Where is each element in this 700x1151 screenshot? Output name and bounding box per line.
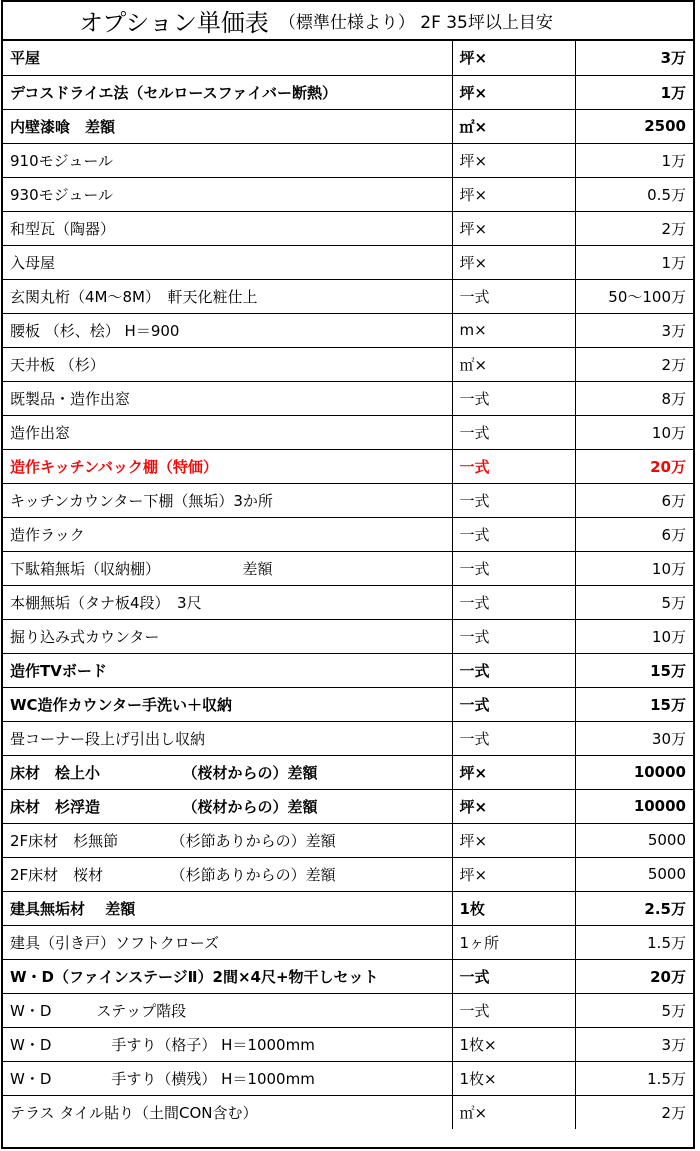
item-name: 下駄箱無垢（収納棚） 差額 — [3, 551, 452, 585]
item-price: 2500 — [575, 109, 693, 143]
table-row — [3, 41, 693, 75]
item-name: 2F床材 桜材 （杉節ありからの）差額 — [3, 857, 452, 891]
table-row — [3, 347, 693, 381]
item-unit: 一式 — [452, 415, 575, 449]
item-price: 10000 — [575, 755, 693, 789]
sheet-title — [3, 2, 693, 41]
title-sub: （標準仕様より） 2F 35坪以上目安 — [278, 13, 553, 33]
item-name: 玄関丸桁（4M～8M） 軒天化粧仕上 — [3, 279, 452, 313]
item-price: 20万 — [575, 449, 693, 483]
item-price: 1万 — [575, 245, 693, 279]
table-row — [3, 381, 693, 415]
item-price: 15万 — [575, 653, 693, 687]
table-row — [3, 1027, 693, 1061]
item-price: 3万 — [575, 41, 693, 75]
item-unit: 坪× — [452, 177, 575, 211]
item-name: テラス タイル貼り（土間CON含む） — [3, 1095, 452, 1129]
item-name: WC造作カウンター手洗い＋収納 — [3, 687, 452, 721]
item-price: 15万 — [575, 687, 693, 721]
price-table — [3, 41, 693, 1129]
item-name: 造作TVボード — [3, 653, 452, 687]
item-name: 建具無垢材 差額 — [3, 891, 452, 925]
item-name: デコスドライエ法（セルロースファイバー断熱） — [3, 75, 452, 109]
item-name: 畳コーナー段上げ引出し収納 — [3, 721, 452, 755]
item-price: 6万 — [575, 483, 693, 517]
item-unit: 一式 — [452, 483, 575, 517]
item-name: キッチンカウンター下棚（無垢）3か所 — [3, 483, 452, 517]
table-row — [3, 687, 693, 721]
item-unit: 坪× — [452, 211, 575, 245]
table-row — [3, 109, 693, 143]
table-row — [3, 75, 693, 109]
item-unit: 坪× — [452, 41, 575, 75]
item-price: 6万 — [575, 517, 693, 551]
item-unit: 1枚× — [452, 1027, 575, 1061]
item-unit: 一式 — [452, 279, 575, 313]
price-table-body — [3, 41, 693, 1129]
item-name: 2F床材 杉無節 （杉節ありからの）差額 — [3, 823, 452, 857]
item-unit: m× — [452, 313, 575, 347]
item-name: 造作出窓 — [3, 415, 452, 449]
item-unit: 一式 — [452, 687, 575, 721]
item-price: 1.5万 — [575, 1061, 693, 1095]
item-unit: ㎡× — [452, 109, 575, 143]
table-row — [3, 313, 693, 347]
item-unit: 坪× — [452, 823, 575, 857]
table-row — [3, 789, 693, 823]
item-name: 床材 桧上小 （桜材からの）差額 — [3, 755, 452, 789]
item-price: 5万 — [575, 585, 693, 619]
item-price: 1万 — [575, 75, 693, 109]
item-unit: 一式 — [452, 449, 575, 483]
item-name: W・D ステップ階段 — [3, 993, 452, 1027]
item-unit: ㎡× — [452, 347, 575, 381]
item-unit: 一式 — [452, 993, 575, 1027]
table-row — [3, 449, 693, 483]
item-price: 2万 — [661, 1103, 686, 1122]
table-row — [3, 721, 693, 755]
item-price: 10万 — [575, 415, 693, 449]
item-price: 5000 — [575, 857, 693, 891]
item-price: 10万 — [575, 619, 693, 653]
item-name: 内壁漆喰 差額 — [3, 109, 452, 143]
item-name: 建具（引き戸）ソフトクローズ — [3, 925, 452, 959]
item-price: 0.5万 — [575, 177, 693, 211]
table-row — [3, 1095, 693, 1129]
table-row — [3, 415, 693, 449]
table-row — [3, 517, 693, 551]
item-name: 910モジュール — [3, 143, 452, 177]
table-row — [3, 993, 693, 1027]
table-row — [3, 823, 693, 857]
item-price: 20万 — [575, 959, 693, 993]
item-unit: 1枚× — [452, 1061, 575, 1095]
item-name: W・D 手すり（横残） H＝1000mm — [3, 1061, 452, 1095]
item-price: 30万 — [575, 721, 693, 755]
item-unit: 坪× — [452, 75, 575, 109]
item-name: 930モジュール — [3, 177, 452, 211]
item-unit: 1枚 — [452, 891, 575, 925]
item-unit: 一式 — [452, 959, 575, 993]
table-row — [3, 551, 693, 585]
table-row — [3, 755, 693, 789]
item-unit: 一式 — [452, 721, 575, 755]
item-name: 入母屋 — [3, 245, 452, 279]
item-price: 3万 — [575, 1027, 693, 1061]
item-price: 2万 — [575, 211, 693, 245]
item-price: 1万 — [575, 143, 693, 177]
item-name: 平屋 — [3, 41, 452, 75]
table-row — [3, 279, 693, 313]
item-price: 1.5万 — [575, 925, 693, 959]
table-row — [3, 925, 693, 959]
table-row — [3, 143, 693, 177]
table-row — [3, 245, 693, 279]
item-name: 床材 杉浮造 （桜材からの）差額 — [3, 789, 452, 823]
item-price: 3万 — [575, 313, 693, 347]
item-name: 造作キッチンバック棚（特価） — [3, 449, 452, 483]
table-row — [3, 653, 693, 687]
item-unit: 一式 — [452, 517, 575, 551]
item-name: 和型瓦（陶器） — [3, 211, 452, 245]
item-unit: 坪× — [452, 245, 575, 279]
item-price: 10万 — [575, 551, 693, 585]
item-price: 50～100万 — [575, 279, 693, 313]
item-name: W・D 手すり（格子） H＝1000mm — [3, 1027, 452, 1061]
table-row — [3, 857, 693, 891]
item-unit: 一式 — [452, 585, 575, 619]
item-name: 天井板 （杉） — [3, 347, 452, 381]
item-name: 掘り込み式カウンター — [3, 619, 452, 653]
table-row — [3, 211, 693, 245]
item-price: 8万 — [575, 381, 693, 415]
item-price: 5万 — [575, 993, 693, 1027]
item-unit: 坪× — [452, 857, 575, 891]
item-unit: 1ヶ所 — [452, 925, 575, 959]
item-price: 10000 — [575, 789, 693, 823]
item-price: 2万 — [575, 347, 693, 381]
item-unit: 坪× — [452, 789, 575, 823]
table-row — [3, 177, 693, 211]
item-unit: 一式 — [452, 653, 575, 687]
table-row — [3, 959, 693, 993]
title-main: オプション単価表 — [79, 9, 269, 37]
item-unit: 一式 — [452, 619, 575, 653]
table-row — [3, 891, 693, 925]
price-sheet — [1, 0, 695, 1149]
item-name: 腰板 （杉、桧） H＝900 — [3, 313, 452, 347]
item-name: 既製品・造作出窓 — [3, 381, 452, 415]
table-row — [3, 483, 693, 517]
item-name: W・D（ファインステージⅡ）2間×4尺+物干しセット — [3, 959, 452, 993]
item-unit: 坪× — [452, 143, 575, 177]
item-unit: 一式 — [452, 551, 575, 585]
item-name: 造作ラック — [3, 517, 452, 551]
item-name: 本棚無垢（タナ板4段） 3尺 — [3, 585, 452, 619]
item-unit: 坪× — [452, 755, 575, 789]
item-unit: ㎡× — [452, 1095, 575, 1129]
item-price: 2.5万 — [575, 891, 693, 925]
item-unit: 一式 — [452, 381, 575, 415]
table-row — [3, 585, 693, 619]
table-row — [3, 1061, 693, 1095]
item-price: 5000 — [575, 823, 693, 857]
table-row — [3, 619, 693, 653]
